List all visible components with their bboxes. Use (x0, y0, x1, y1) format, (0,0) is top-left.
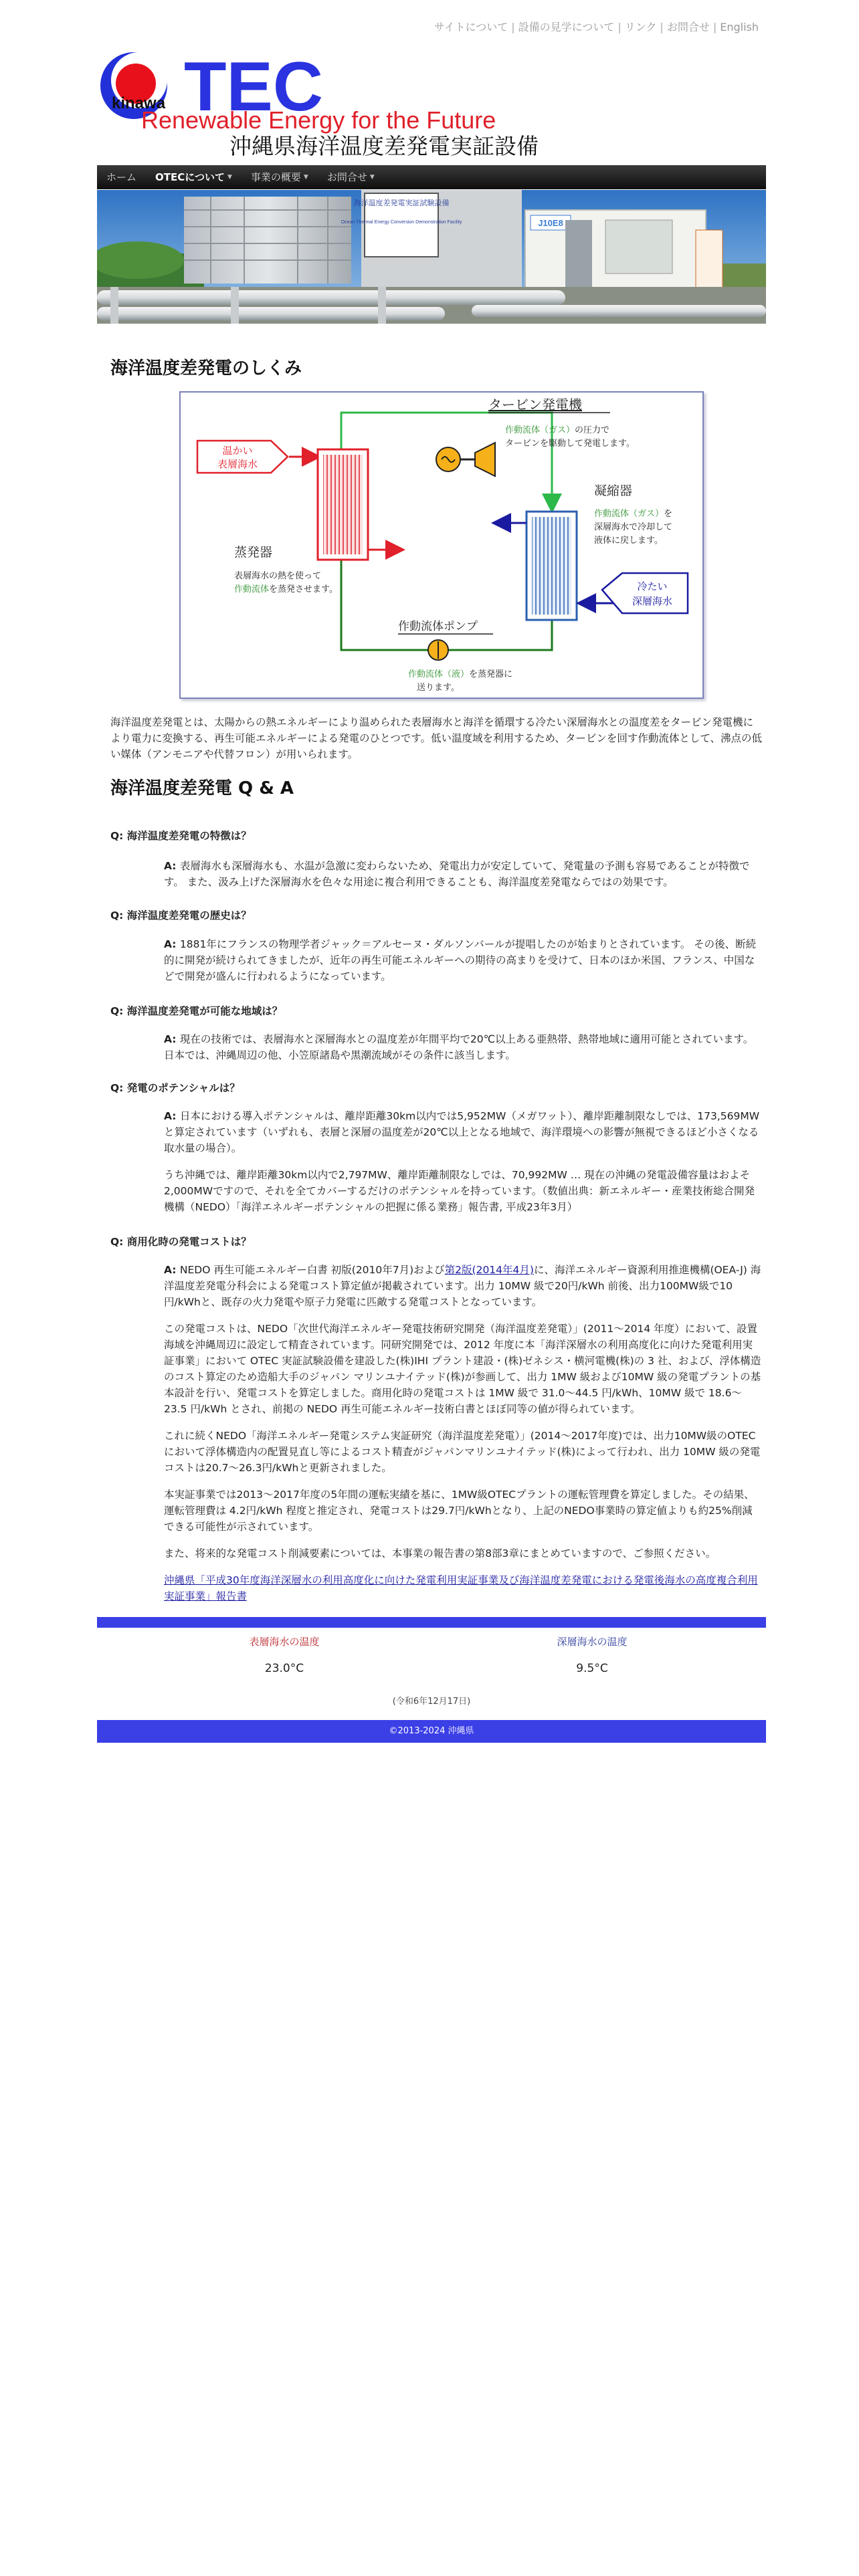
logo-brand: TEC (184, 48, 323, 126)
banner-container-label: J10E8 (538, 218, 563, 228)
nav-home-label: ホーム (106, 171, 137, 183)
cold-water-label-2: 深層海水 (632, 595, 673, 607)
warm-water-label-2: 表層海水 (217, 458, 258, 470)
link-links[interactable]: リンク (624, 21, 657, 33)
qa-question-potential: Q: 発電のポテンシャルは？ (110, 1082, 240, 1094)
okinawa-report-link[interactable]: 沖縄県「平成30年度海洋深層水の利用高度化に向けた発電利用実証事業及び海洋温度差発電における発電後海水の高度複合利用実証事業」報告書 (164, 1574, 758, 1602)
deep-temp-block (492, 1634, 692, 1675)
link-about-site[interactable]: サイトについて (434, 21, 508, 33)
evaporator-desc-2: 作動流体を蒸発させます。 (234, 584, 338, 595)
surface-temp-block (184, 1634, 385, 1675)
nav-project-overview-label: 事業の概要 (250, 171, 301, 183)
condenser-title: 凝縮器 (594, 484, 633, 498)
turbine-desc-1: 作動流体（ガス）の圧力で (505, 425, 610, 435)
chevron-down-icon: ▼ (227, 174, 232, 181)
top-links: サイトについて | 設備の見学について | リンク | お問合せ | English (434, 21, 759, 33)
cold-water-label-1: 冷たい (637, 580, 668, 593)
turbine-desc-2: タービンを駆動して発電します。 (505, 439, 635, 449)
qa-question-features: Q: 海洋温度差発電の特徴は？ (110, 830, 252, 842)
link-tour[interactable]: 設備の見学について (518, 21, 615, 33)
facility-banner-image (97, 190, 766, 324)
pump-title: 作動流体ポンプ (398, 620, 478, 633)
pump-desc-2: 送ります。 (417, 683, 460, 693)
qa-question-history: Q: 海洋温度差発電の歴史は？ (110, 909, 252, 922)
banner-sign-en: Ocean Thermal Energy Conversion Demonstration Facility (341, 220, 462, 225)
nav-about-otec-label: OTECについて (155, 171, 225, 183)
qa-answer-regions: A: 現在の技術では、表層海水と深層海水との温度差が年間平均で20℃以上ある亜熱帯、熱帯地域に適用可能とされています。日本では、沖縄周辺の他、小笠原諸島や黒潮流域がその条件に該当します。 (164, 1033, 754, 1061)
mechanism-intro: 海洋温度差発電とは、太陽からの熱エネルギーにより温められた表層海水と海洋を循環する冷たい深層海水との温度差をタービン発電機により電力に変換する、再生可能エネルギーによる発電のひとつです。低い温度域を利用するため、タービンを回す作動流体として、沸点の低い媒体（アンモニアや代替フロン）が用いられます。 (110, 716, 763, 760)
otec-mechanism-diagram (179, 391, 704, 699)
qa-title: 海洋温度差発電 Q & A (110, 778, 294, 798)
section-divider-bar (97, 1617, 766, 1628)
qa-answer-history: A: 1881年にフランスの物理学者ジャック＝アルセーヌ・ダルソンバールが提唱したのが始まりとされています。 その後、断続的に開発が続けられてきましたが、近年の再生可能エネルギーへの期待の高まりを受けて、日本のほか米国、フランス、中国などで開発が盛んに行われるようになっています。 (164, 938, 757, 982)
logo-jp-title: 沖縄県海洋温度差発電実証設備 (229, 133, 539, 159)
qa-answer-features: A: 表層海水も深層海水も、水温が急激に変わらないため、発電出力が安定していて、発電量の予測も容易であることが特徴です。 また、汲み上げた深層海水を色々な用途に複合利用できることも、海洋温度差発電ならではの効果です。 (164, 860, 750, 888)
deep-temp-value: 9.5°C (576, 1662, 608, 1675)
site-logo[interactable] (97, 47, 552, 160)
link-english[interactable]: English (720, 21, 759, 33)
qa-answer-potential: A: 日本における導入ポテンシャルは、離岸距離30km以内では5,952MW（メガワット）、離岸距離制限なしでは、173,569MWと算定されています（いずれも、表層と深層の温度差が20℃以上となる地域で、海洋環境への影響が無視できるほど小さくなる取水量の場合）。 うち沖縄では、離岸距離30km以内で2,797MW、離岸距離制限なしでは、70,992MW … 現在の沖縄の発電設備容量はおよそ2,000MWですので、それを全てカバーするだけのポテンシャルを持っています。（数値出典：新エネルギー・産業技術総合開発機構（NEDO）「海洋エネルギーポテンシャルの把握に係る業務」報告書, 平成23年3月） (164, 1110, 760, 1213)
footer-copyright: ©2013-2024 沖縄県 (97, 1720, 766, 1743)
condenser-desc-2: 深層海水で冷却して (594, 522, 673, 532)
turbine-title: タービン発電機 (488, 397, 582, 413)
qa-question-regions: Q: 海洋温度差発電が可能な地域は？ (110, 1005, 283, 1017)
qa-question-cost: Q: 商用化時の発電コストは？ (110, 1236, 252, 1248)
nav-contact[interactable] (318, 165, 384, 189)
nav-contact-label: お問合せ (326, 171, 367, 183)
temperature-date: (令和6年12月17日) (392, 1697, 471, 1707)
logo-tagline: Renewable Energy for the Future (141, 106, 496, 134)
pump-desc-1: 作動流体（液）を蒸発器に (408, 669, 513, 679)
banner-sign-jp: 海洋温度差発電実証試験設備 (353, 199, 450, 207)
evaporator-title: 蒸発器 (234, 545, 273, 560)
chevron-down-icon: ▼ (369, 174, 375, 181)
condenser-desc-1: 作動流体（ガス）を (594, 509, 673, 519)
surface-temp-label: 表層海水の温度 (249, 1636, 320, 1648)
evaporator-desc-1: 表層海水の熱を使って (234, 571, 322, 581)
main-nav (97, 165, 766, 189)
link-contact[interactable]: お問合せ (666, 21, 710, 33)
mechanism-title: 海洋温度差発電のしくみ (110, 358, 302, 379)
chevron-down-icon: ▼ (303, 174, 308, 181)
logo-sub: kinawa (112, 94, 166, 112)
warm-water-label-1: 温かい (222, 445, 253, 457)
nav-project-overview[interactable] (242, 165, 318, 189)
deep-temp-label: 深層海水の温度 (557, 1636, 628, 1648)
nav-about-otec[interactable] (146, 165, 242, 189)
qa-answer-cost: A: NEDO 再生可能エネルギー白書 初版(2010年7月)および第2版(2014年4月)に、海洋エネルギー資源利用推進機構(OEA-J) 海洋温度差発電分科会による発電コスト算定値が掲載されています。出力 10MW 級で20円/kWh 前後、出力100MW級で10円/kWhと、既存の火力発電や原子力発電に匹敵する発電コストとなっています。 この発電コストは、NEDO「次世代海洋エネルギー発電技術研究開発（海洋温度差発電）」(2011〜2014 年度）において、設置海域を沖縄周辺に設定して精査されています。同研究開発では、2012 年度に本「海洋深層水の利用高度化に向けた発電利用実証事業」において OTEC 実証試験設備を建設した(株)IHI プラント建設・(株)ゼネシス・横河電機(株)の 3 社、および、浮体構造のコスト算定のため造船大手のジャパン マリンユナイテッド(株)が参画して、出力 1MW 級および10MW 級の発電プラントの基本設計を行い、発電コストを算定しました。商用化時の発電コストは 1MW 級で 31.0〜44.5 円/kWh、10MW 級で 18.6〜23.5 円/kWh とされ、前掲の NEDO 再生可能エネルギー技術白書とほぼ同等の値が得られています。 これに続くNEDO「海洋エネルギー発電システム実証研究（海洋温度差発電）」(2014〜2017年度)では、出力10MW級のOTECにおいて浮体構造内の配置見直し等によるコスト精査がジャパンマリンユナイテッド(株)によって行われ、出力 10MW 級の発電コストは20.7〜26.3円/kWhと更新されました。 本実証事業では2013〜2017年度の5年間の運転実績を基に、1MW級OTECプラントの運転管理費を算定しました。その結果、運転管理費は 4.2円/kWh 程度と推定され、発電コストは29.7円/kWhとなり、上記のNEDO事業時の算定値よりも約25%削減できる可能性が示されています。 また、将来的な発電コスト削減要素については、本事業の報告書の第8部3章にまとめていますので、ご参照ください。 沖縄県「平成30年度海洋深層水の利用高度化に向けた発電利用実証事業及び海洋温度差発電における発電後海水の高度複合利用実証事業」報告書 (164, 1264, 761, 1602)
nav-home[interactable] (97, 165, 146, 189)
surface-temp-value: 23.0°C (264, 1662, 304, 1675)
condenser-desc-3: 液体に戻します。 (594, 536, 663, 546)
white-paper-2nd-edition-link[interactable]: 第2版(2014年4月) (444, 1264, 534, 1276)
